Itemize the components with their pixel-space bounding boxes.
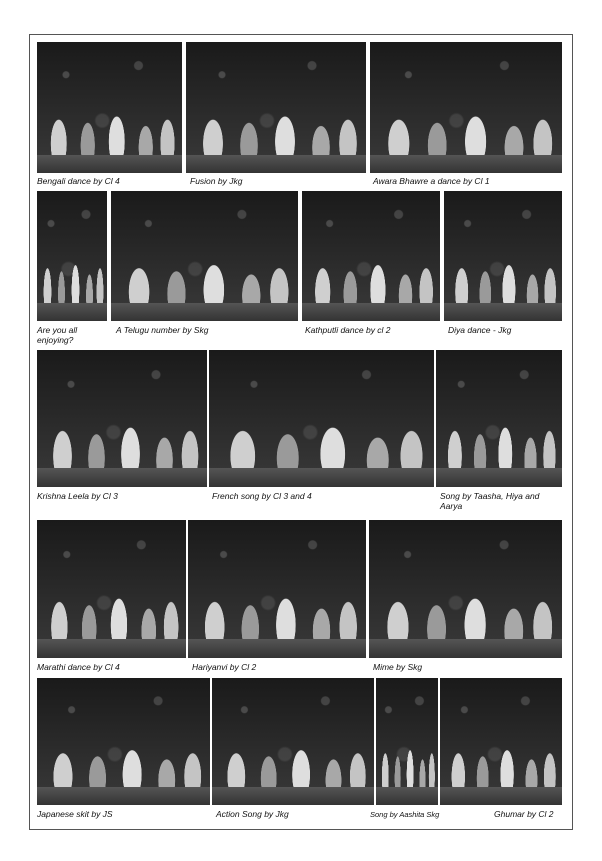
caption-song-trio: Song by Taasha, Hiya and Aarya <box>440 491 540 511</box>
caption-fusion: Fusion by Jkg <box>190 176 243 186</box>
caption-awara-bhawre: Awara Bhawre a dance by Cl 1 <box>373 176 490 186</box>
photo-song-trio <box>436 350 562 487</box>
caption-diya-dance: Diya dance - Jkg <box>448 325 512 335</box>
caption-ghumar: Ghumar by Cl 2 <box>494 809 554 819</box>
photo-awara-bhawre <box>370 42 562 173</box>
photo-fusion <box>186 42 366 173</box>
caption-hariyanvi: Hariyanvi by Cl 2 <box>192 662 257 672</box>
photo-diya-dance <box>444 191 562 321</box>
photo-action-song <box>212 678 374 805</box>
caption-aashita-song: Song by Aashita Skg <box>370 810 440 819</box>
photo-are-you-enjoying <box>37 191 107 321</box>
photo-krishna-leela <box>37 350 207 487</box>
caption-are-you-enjoying: Are you all enjoying? <box>37 325 78 345</box>
photo-japanese-skit <box>37 678 210 805</box>
caption-marathi-dance: Marathi dance by Cl 4 <box>37 662 120 672</box>
caption-bengali-dance: Bengali dance by Cl 4 <box>37 176 120 186</box>
caption-kathputli-dance: Kathputli dance by cl 2 <box>305 325 391 335</box>
caption-french-song: French song by Cl 3 and 4 <box>212 491 312 501</box>
photo-hariyanvi <box>188 520 366 658</box>
caption-japanese-skit: Japanese skit by JS <box>37 809 113 819</box>
caption-mime: Mime by Skg <box>373 662 423 672</box>
photo-kathputli-dance <box>302 191 440 321</box>
photo-bengali-dance <box>37 42 182 173</box>
caption-krishna-leela: Krishna Leela by Cl 3 <box>37 491 118 501</box>
photo-telugu-number <box>111 191 298 321</box>
photo-french-song <box>209 350 434 487</box>
photo-marathi-dance <box>37 520 186 658</box>
caption-telugu-number: A Telugu number by Skg <box>116 325 209 335</box>
photo-ghumar <box>440 678 562 805</box>
photo-mime <box>369 520 562 658</box>
caption-action-song: Action Song by Jkg <box>216 809 289 819</box>
photo-aashita-song <box>376 678 438 805</box>
